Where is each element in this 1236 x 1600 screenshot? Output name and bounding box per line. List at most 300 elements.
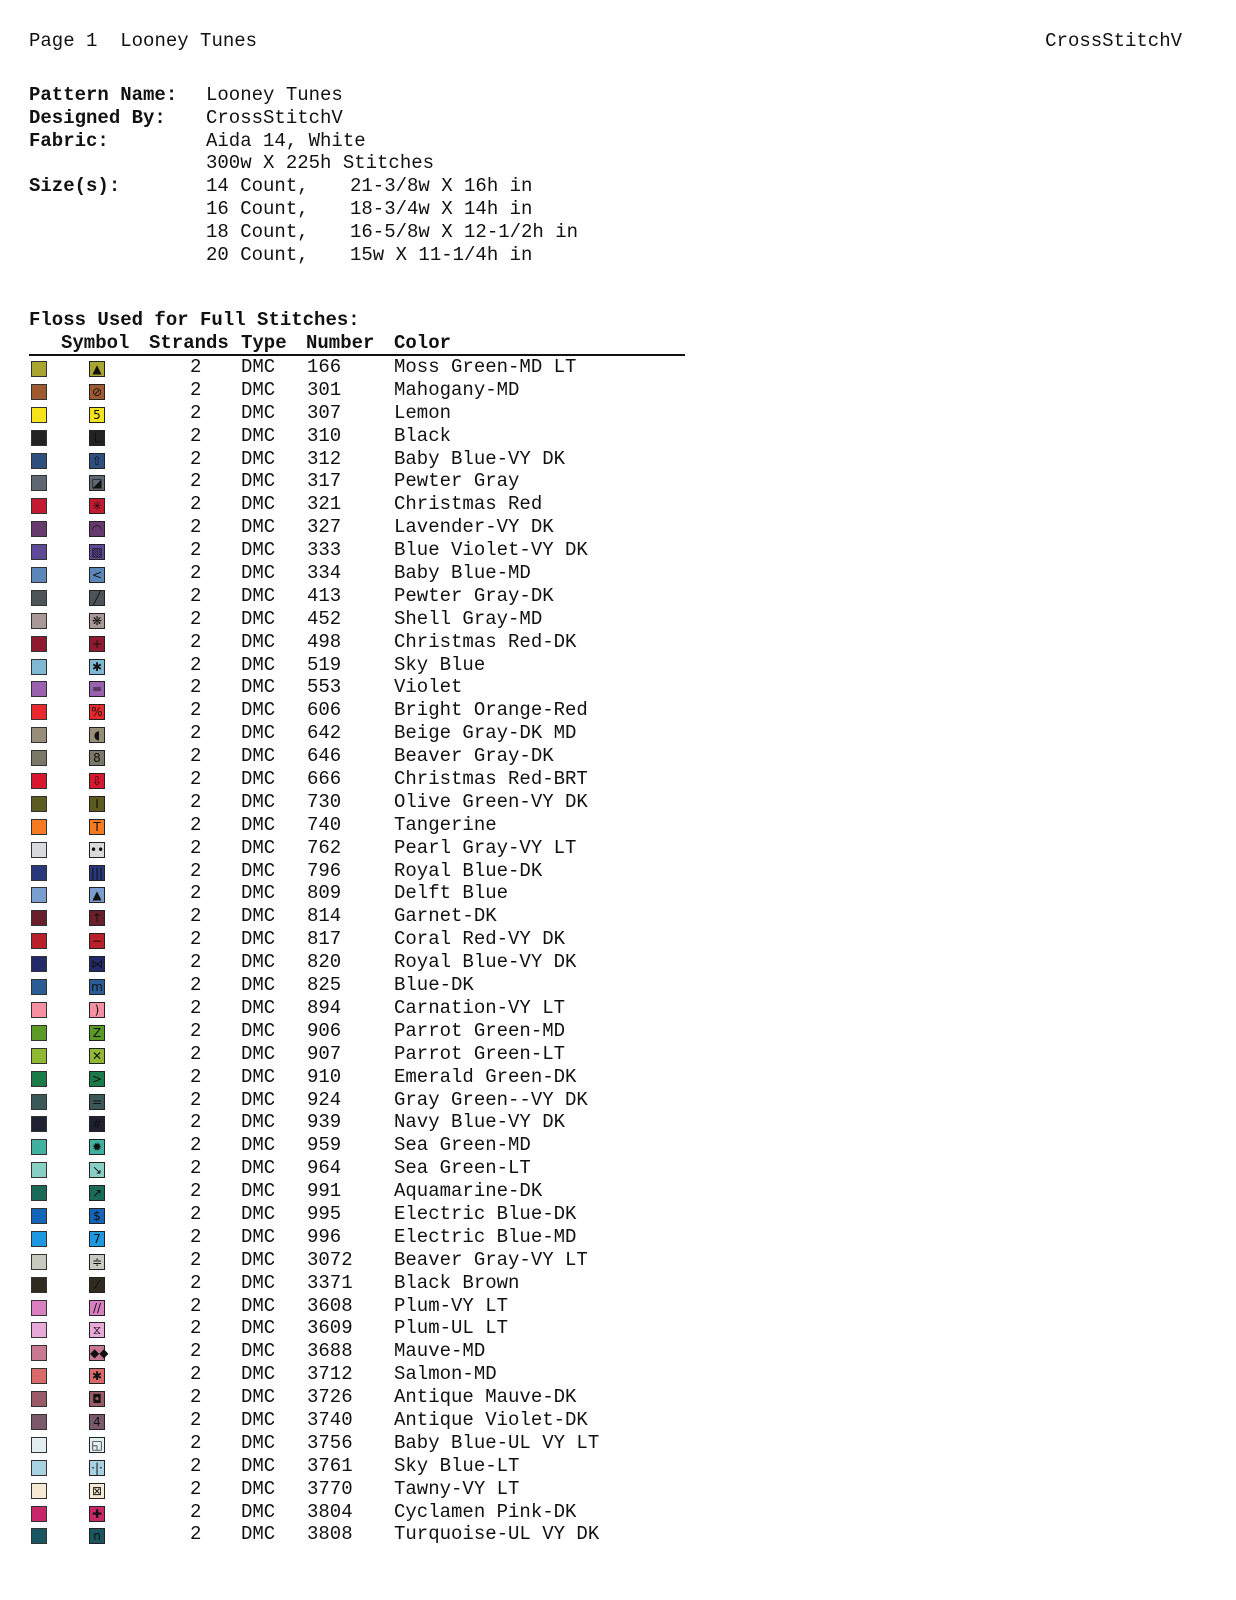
number-cell: 321 bbox=[307, 493, 342, 516]
color-swatch bbox=[31, 727, 47, 743]
color-swatch bbox=[31, 681, 47, 697]
fabric-label: Fabric: bbox=[29, 129, 109, 152]
stitch-symbol-icon: 5 bbox=[89, 407, 105, 423]
color-swatch bbox=[31, 1460, 47, 1476]
stitch-symbol-icon: ✕ bbox=[89, 1048, 105, 1064]
color-name-cell: Sea Green-LT bbox=[394, 1157, 531, 1180]
stitch-symbol-icon: $ bbox=[89, 1208, 105, 1224]
floss-section-title: Floss Used for Full Stitches: bbox=[29, 309, 360, 331]
color-swatch bbox=[31, 613, 47, 629]
floss-row bbox=[29, 448, 685, 471]
color-name-cell: Black Brown bbox=[394, 1271, 520, 1294]
number-cell: 3756 bbox=[307, 1431, 353, 1454]
strands-cell: 2 bbox=[190, 745, 202, 768]
size-count: 18 Count, bbox=[206, 220, 309, 243]
color-swatch bbox=[31, 1300, 47, 1316]
stitch-symbol-icon: + bbox=[89, 636, 105, 652]
strands-cell: 2 bbox=[190, 1248, 202, 1271]
color-name-cell: Tawny-VY LT bbox=[394, 1477, 520, 1500]
color-swatch bbox=[31, 361, 47, 377]
floss-row bbox=[29, 745, 685, 768]
color-name-cell: Christmas Red-DK bbox=[394, 630, 577, 653]
color-name-cell: Royal Blue-DK bbox=[394, 859, 543, 882]
floss-row bbox=[29, 1134, 685, 1157]
page-number: Page 1 bbox=[29, 30, 98, 52]
header-symbol: Symbol bbox=[61, 332, 130, 354]
color-swatch bbox=[31, 1345, 47, 1361]
fabric-value: Aida 14, White bbox=[206, 129, 366, 152]
color-name-cell: Parrot Green-MD bbox=[394, 1019, 566, 1042]
color-name-cell: Blue-DK bbox=[394, 974, 474, 997]
stitch-symbol-icon: 7 bbox=[89, 1231, 105, 1247]
stitch-symbol-icon: ✱ bbox=[89, 1368, 105, 1384]
type-cell: DMC bbox=[241, 653, 276, 676]
color-name-cell: Moss Green-MD LT bbox=[394, 356, 577, 378]
number-cell: 519 bbox=[307, 653, 342, 676]
type-cell: DMC bbox=[241, 1111, 276, 1134]
floss-row bbox=[29, 631, 685, 654]
number-cell: 825 bbox=[307, 974, 342, 997]
strands-cell: 2 bbox=[190, 1065, 202, 1088]
header-color: Color bbox=[394, 332, 452, 354]
floss-row bbox=[29, 1089, 685, 1112]
type-cell: DMC bbox=[241, 1431, 276, 1454]
stitch-symbol-icon: = bbox=[89, 1094, 105, 1110]
strands-cell: 2 bbox=[190, 1477, 202, 1500]
type-cell: DMC bbox=[241, 1065, 276, 1088]
stitch-symbol-icon: ▲ bbox=[89, 887, 105, 903]
color-swatch bbox=[31, 1025, 47, 1041]
type-cell: DMC bbox=[241, 1523, 276, 1546]
color-swatch bbox=[31, 1322, 47, 1338]
strands-cell: 2 bbox=[190, 1523, 202, 1546]
stitch-symbol-icon: ||| bbox=[90, 865, 104, 880]
color-swatch bbox=[31, 773, 47, 789]
strands-cell: 2 bbox=[190, 424, 202, 447]
color-name-cell: Lavender-VY DK bbox=[394, 516, 554, 539]
number-cell: 959 bbox=[307, 1134, 342, 1157]
strands-cell: 2 bbox=[190, 401, 202, 424]
number-cell: 642 bbox=[307, 722, 342, 745]
floss-row bbox=[29, 585, 685, 608]
size-dims: 18-3/4w X 14h in bbox=[350, 197, 533, 220]
color-name-cell: Plum-VY LT bbox=[394, 1294, 509, 1317]
number-cell: 906 bbox=[307, 1019, 342, 1042]
floss-table bbox=[29, 332, 685, 1546]
color-name-cell: Black bbox=[394, 424, 452, 447]
floss-row bbox=[29, 1295, 685, 1318]
color-name-cell: Violet bbox=[394, 676, 463, 699]
number-cell: 606 bbox=[307, 699, 342, 722]
type-cell: DMC bbox=[241, 1340, 276, 1363]
color-name-cell: Sea Green-MD bbox=[394, 1134, 531, 1157]
floss-row bbox=[29, 1340, 685, 1363]
color-swatch bbox=[31, 590, 47, 606]
type-cell: DMC bbox=[241, 699, 276, 722]
type-cell: DMC bbox=[241, 722, 276, 745]
stitch-symbol-icon: 4 bbox=[89, 1414, 105, 1430]
strands-cell: 2 bbox=[190, 699, 202, 722]
designed-by-value: CrossStitchV bbox=[206, 106, 343, 129]
stitch-symbol-icon: ◠ bbox=[89, 521, 105, 537]
floss-row bbox=[29, 814, 685, 837]
floss-row bbox=[29, 539, 685, 562]
color-swatch bbox=[31, 498, 47, 514]
strands-cell: 2 bbox=[190, 378, 202, 401]
floss-row bbox=[29, 1180, 685, 1203]
stitch-symbol-icon: ◖ bbox=[89, 727, 105, 743]
size-count: 14 Count, bbox=[206, 175, 309, 198]
color-swatch bbox=[31, 384, 47, 400]
color-swatch bbox=[31, 1254, 47, 1270]
type-cell: DMC bbox=[241, 539, 276, 562]
number-cell: 166 bbox=[307, 356, 342, 378]
color-name-cell: Christmas Red-BRT bbox=[394, 768, 588, 791]
stitch-symbol-icon: •• bbox=[90, 842, 105, 857]
floss-row bbox=[29, 1020, 685, 1043]
number-cell: 740 bbox=[307, 813, 342, 836]
color-swatch bbox=[31, 567, 47, 583]
floss-row bbox=[29, 1386, 685, 1409]
color-swatch bbox=[31, 1002, 47, 1018]
stitch-symbol-icon: ✹ bbox=[89, 1139, 105, 1155]
stitch-symbol-icon: ✚ bbox=[89, 1506, 105, 1522]
number-cell: 762 bbox=[307, 836, 342, 859]
stitch-symbol-icon: ·|· bbox=[89, 1460, 105, 1476]
type-cell: DMC bbox=[241, 1363, 276, 1386]
number-cell: 939 bbox=[307, 1111, 342, 1134]
color-name-cell: Cyclamen Pink-DK bbox=[394, 1500, 577, 1523]
color-swatch bbox=[31, 1048, 47, 1064]
color-name-cell: Pearl Gray-VY LT bbox=[394, 836, 577, 859]
stitch-symbol-icon: ✳ bbox=[89, 498, 105, 514]
type-cell: DMC bbox=[241, 1386, 276, 1409]
number-cell: 3804 bbox=[307, 1500, 353, 1523]
color-swatch bbox=[31, 1094, 47, 1110]
number-cell: 964 bbox=[307, 1157, 342, 1180]
color-swatch bbox=[31, 910, 47, 926]
strands-cell: 2 bbox=[190, 1386, 202, 1409]
pattern-name-label: Pattern Name: bbox=[29, 84, 178, 106]
strands-cell: 2 bbox=[190, 1157, 202, 1180]
type-cell: DMC bbox=[241, 1408, 276, 1431]
number-cell: 809 bbox=[307, 882, 342, 905]
stitch-symbol-icon: ▲ bbox=[89, 361, 105, 377]
color-name-cell: Sky Blue bbox=[394, 653, 486, 676]
stitch-symbol-icon: ◱ bbox=[89, 1437, 105, 1453]
floss-row bbox=[29, 928, 685, 951]
floss-row bbox=[29, 1203, 685, 1226]
number-cell: 3712 bbox=[307, 1363, 353, 1386]
strands-cell: 2 bbox=[190, 859, 202, 882]
stitch-symbol-icon: // bbox=[89, 1300, 105, 1316]
page-header-brand: CrossStitchV bbox=[1045, 30, 1182, 52]
stitch-symbol-icon: ⁄ bbox=[89, 1277, 105, 1293]
color-swatch bbox=[31, 1437, 47, 1453]
strands-cell: 2 bbox=[190, 1111, 202, 1134]
number-cell: 3770 bbox=[307, 1477, 353, 1500]
designed-by-row bbox=[29, 107, 578, 130]
stitch-symbol-icon: # bbox=[89, 1116, 105, 1132]
color-name-cell: Parrot Green-LT bbox=[394, 1042, 566, 1065]
type-cell: DMC bbox=[241, 790, 276, 813]
color-swatch bbox=[31, 659, 47, 675]
color-name-cell: Olive Green-VY DK bbox=[394, 790, 588, 813]
type-cell: DMC bbox=[241, 1454, 276, 1477]
size-row bbox=[29, 221, 578, 244]
stitch-symbol-icon: < bbox=[89, 567, 105, 583]
color-swatch bbox=[31, 1162, 47, 1178]
strands-cell: 2 bbox=[190, 1271, 202, 1294]
strands-cell: 2 bbox=[190, 1019, 202, 1042]
strands-cell: 2 bbox=[190, 1431, 202, 1454]
stitch-symbol-icon: I bbox=[89, 796, 105, 812]
color-swatch bbox=[31, 979, 47, 995]
color-swatch bbox=[31, 933, 47, 949]
floss-row bbox=[29, 356, 685, 379]
color-name-cell: Beige Gray-DK MD bbox=[394, 722, 577, 745]
floss-row bbox=[29, 1111, 685, 1134]
type-cell: DMC bbox=[241, 996, 276, 1019]
type-cell: DMC bbox=[241, 676, 276, 699]
color-swatch bbox=[31, 842, 47, 858]
stitch-symbol-icon: Z bbox=[89, 1025, 105, 1041]
stitch-symbol-icon: ◘ bbox=[89, 1391, 105, 1407]
pattern-title: Looney Tunes bbox=[120, 30, 258, 52]
strands-cell: 2 bbox=[190, 1500, 202, 1523]
color-name-cell: Antique Violet-DK bbox=[394, 1408, 588, 1431]
strands-cell: 2 bbox=[190, 447, 202, 470]
type-cell: DMC bbox=[241, 836, 276, 859]
color-swatch bbox=[31, 1185, 47, 1201]
strands-cell: 2 bbox=[190, 1225, 202, 1248]
type-cell: DMC bbox=[241, 768, 276, 791]
type-cell: DMC bbox=[241, 493, 276, 516]
strands-cell: 2 bbox=[190, 1042, 202, 1065]
type-cell: DMC bbox=[241, 356, 276, 378]
color-swatch bbox=[31, 865, 47, 881]
strands-cell: 2 bbox=[190, 813, 202, 836]
number-cell: 301 bbox=[307, 378, 342, 401]
strands-cell: 2 bbox=[190, 676, 202, 699]
type-cell: DMC bbox=[241, 1042, 276, 1065]
type-cell: DMC bbox=[241, 882, 276, 905]
color-name-cell: Pewter Gray bbox=[394, 470, 520, 493]
color-name-cell: Navy Blue-VY DK bbox=[394, 1111, 566, 1134]
number-cell: 796 bbox=[307, 859, 342, 882]
color-name-cell: Sky Blue-LT bbox=[394, 1454, 520, 1477]
strands-cell: 2 bbox=[190, 470, 202, 493]
number-cell: 452 bbox=[307, 607, 342, 630]
floss-row bbox=[29, 654, 685, 677]
type-cell: DMC bbox=[241, 562, 276, 585]
type-cell: DMC bbox=[241, 1477, 276, 1500]
color-name-cell: Pewter Gray-DK bbox=[394, 584, 554, 607]
strands-cell: 2 bbox=[190, 539, 202, 562]
number-cell: 646 bbox=[307, 745, 342, 768]
number-cell: 730 bbox=[307, 790, 342, 813]
number-cell: 317 bbox=[307, 470, 342, 493]
type-cell: DMC bbox=[241, 813, 276, 836]
stitch-symbol-icon: m bbox=[89, 979, 105, 995]
strands-cell: 2 bbox=[190, 356, 202, 378]
type-cell: DMC bbox=[241, 516, 276, 539]
type-cell: DMC bbox=[241, 1225, 276, 1248]
stitch-symbol-icon: ═ bbox=[89, 681, 105, 697]
type-cell: DMC bbox=[241, 1019, 276, 1042]
color-swatch bbox=[31, 887, 47, 903]
color-name-cell: Lemon bbox=[394, 401, 452, 424]
stitch-symbol-icon: ╱ bbox=[89, 590, 105, 606]
type-cell: DMC bbox=[241, 951, 276, 974]
type-cell: DMC bbox=[241, 1500, 276, 1523]
floss-row bbox=[29, 402, 685, 425]
stitches-value: 300w X 225h Stitches bbox=[206, 152, 435, 175]
color-swatch bbox=[31, 1231, 47, 1247]
color-swatch bbox=[31, 1139, 47, 1155]
floss-row bbox=[29, 1478, 685, 1501]
type-cell: DMC bbox=[241, 1157, 276, 1180]
color-name-cell: Mauve-MD bbox=[394, 1340, 486, 1363]
stitch-symbol-icon: ⋈ bbox=[91, 957, 103, 972]
number-cell: 814 bbox=[307, 905, 342, 928]
strands-cell: 2 bbox=[190, 905, 202, 928]
stitch-symbol-icon: ⊘ bbox=[89, 384, 105, 400]
type-cell: DMC bbox=[241, 1088, 276, 1111]
stitch-symbol-icon: − bbox=[89, 933, 105, 949]
stitches-row bbox=[29, 152, 578, 175]
color-swatch bbox=[31, 521, 47, 537]
number-cell: 910 bbox=[307, 1065, 342, 1088]
type-cell: DMC bbox=[241, 1271, 276, 1294]
color-swatch bbox=[31, 750, 47, 766]
stitch-symbol-icon: ↑ bbox=[89, 910, 105, 926]
number-cell: 817 bbox=[307, 928, 342, 951]
type-cell: DMC bbox=[241, 928, 276, 951]
strands-cell: 2 bbox=[190, 493, 202, 516]
floss-rows bbox=[29, 356, 685, 1546]
stitch-symbol-icon: ✱ bbox=[89, 659, 105, 675]
number-cell: 3688 bbox=[307, 1340, 353, 1363]
color-swatch bbox=[31, 796, 47, 812]
floss-row bbox=[29, 470, 685, 493]
number-cell: 894 bbox=[307, 996, 342, 1019]
floss-row bbox=[29, 699, 685, 722]
number-cell: 312 bbox=[307, 447, 342, 470]
header-type: Type bbox=[241, 332, 287, 354]
color-name-cell: Delft Blue bbox=[394, 882, 509, 905]
color-name-cell: Royal Blue-VY DK bbox=[394, 951, 577, 974]
color-name-cell: Aquamarine-DK bbox=[394, 1180, 543, 1203]
size-row bbox=[29, 244, 578, 267]
color-name-cell: Antique Mauve-DK bbox=[394, 1386, 577, 1409]
floss-row bbox=[29, 1226, 685, 1249]
color-name-cell: Electric Blue-DK bbox=[394, 1202, 577, 1225]
color-name-cell: Gray Green--VY DK bbox=[394, 1088, 588, 1111]
type-cell: DMC bbox=[241, 1294, 276, 1317]
color-swatch bbox=[31, 956, 47, 972]
type-cell: DMC bbox=[241, 905, 276, 928]
floss-row bbox=[29, 1157, 685, 1180]
number-cell: 820 bbox=[307, 951, 342, 974]
color-swatch bbox=[31, 636, 47, 652]
strands-cell: 2 bbox=[190, 1454, 202, 1477]
number-cell: 333 bbox=[307, 539, 342, 562]
number-cell: 413 bbox=[307, 584, 342, 607]
color-name-cell: Christmas Red bbox=[394, 493, 543, 516]
floss-row bbox=[29, 1455, 685, 1478]
floss-row bbox=[29, 974, 685, 997]
strands-cell: 2 bbox=[190, 722, 202, 745]
strands-cell: 2 bbox=[190, 1340, 202, 1363]
type-cell: DMC bbox=[241, 745, 276, 768]
floss-row bbox=[29, 1409, 685, 1432]
pattern-name-value: Looney Tunes bbox=[206, 84, 343, 106]
number-cell: 995 bbox=[307, 1202, 342, 1225]
color-name-cell: Bright Orange-Red bbox=[394, 699, 588, 722]
type-cell: DMC bbox=[241, 378, 276, 401]
floss-row bbox=[29, 1363, 685, 1386]
stitch-symbol-icon: ≑ bbox=[89, 1254, 105, 1270]
color-name-cell: Coral Red-VY DK bbox=[394, 928, 566, 951]
color-swatch bbox=[31, 704, 47, 720]
number-cell: 310 bbox=[307, 424, 342, 447]
header-strands: Strands bbox=[149, 332, 229, 354]
number-cell: 3608 bbox=[307, 1294, 353, 1317]
type-cell: DMC bbox=[241, 1202, 276, 1225]
color-swatch bbox=[31, 544, 47, 560]
size-dims: 21-3/8w X 16h in bbox=[350, 175, 533, 198]
strands-cell: 2 bbox=[190, 1408, 202, 1431]
strands-cell: 2 bbox=[190, 996, 202, 1019]
type-cell: DMC bbox=[241, 630, 276, 653]
color-swatch bbox=[31, 1116, 47, 1132]
strands-cell: 2 bbox=[190, 928, 202, 951]
color-swatch bbox=[31, 1483, 47, 1499]
color-name-cell: Baby Blue-VY DK bbox=[394, 447, 566, 470]
strands-cell: 2 bbox=[190, 836, 202, 859]
color-name-cell: Baby Blue-MD bbox=[394, 562, 531, 585]
type-cell: DMC bbox=[241, 1134, 276, 1157]
stitch-symbol-icon: ❋ bbox=[89, 613, 105, 629]
floss-row bbox=[29, 882, 685, 905]
type-cell: DMC bbox=[241, 470, 276, 493]
strands-cell: 2 bbox=[190, 1202, 202, 1225]
floss-row bbox=[29, 1272, 685, 1295]
stitch-symbol-icon: % bbox=[89, 704, 105, 720]
size-row bbox=[29, 198, 578, 221]
number-cell: 553 bbox=[307, 676, 342, 699]
color-name-cell: Emerald Green-DK bbox=[394, 1065, 577, 1088]
color-name-cell: Shell Gray-MD bbox=[394, 607, 543, 630]
strands-cell: 2 bbox=[190, 584, 202, 607]
stitch-symbol-icon: n bbox=[89, 1528, 105, 1544]
color-name-cell: Beaver Gray-VY LT bbox=[394, 1248, 588, 1271]
stitch-symbol-icon: ) bbox=[89, 1002, 105, 1018]
header-number: Number bbox=[306, 332, 375, 354]
type-cell: DMC bbox=[241, 1180, 276, 1203]
type-cell: DMC bbox=[241, 1248, 276, 1271]
stitch-symbol-icon: ↘ bbox=[89, 1162, 105, 1178]
color-name-cell: Carnation-VY LT bbox=[394, 996, 566, 1019]
color-swatch bbox=[31, 1506, 47, 1522]
stitch-symbol-icon: ▧ bbox=[89, 544, 105, 560]
number-cell: 666 bbox=[307, 768, 342, 791]
sizes-label: Size(s): bbox=[29, 175, 121, 198]
stitch-symbol-icon: ⇩ bbox=[89, 773, 105, 789]
floss-row bbox=[29, 860, 685, 883]
strands-cell: 2 bbox=[190, 882, 202, 905]
